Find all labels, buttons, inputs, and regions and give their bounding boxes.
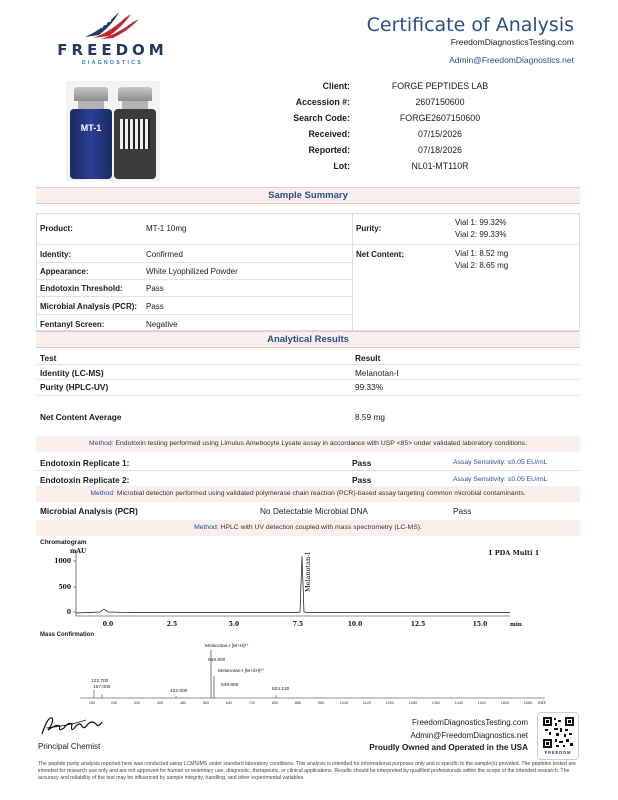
search-code-row xyxy=(0,113,618,127)
fentanyl-label: Fentanyl Screen: xyxy=(40,320,105,329)
search-code-label: Search Code: xyxy=(293,113,350,123)
microbial-pcr-value: No Detectable Microbial DNA xyxy=(260,506,368,516)
x-tick: 2.5 xyxy=(166,621,178,628)
ion2-label: Melanotan-I [M+2H]²⁺ xyxy=(218,669,265,674)
header-website-link[interactable]: FreedomDiagnosticsTesting.com xyxy=(450,37,574,47)
endotoxin-rep1-sensitivity: Assay Sensitivity: ≤0.05 EU/mL xyxy=(453,459,548,466)
client-value: FORGE PEPTIDES LAB xyxy=(391,81,489,91)
purity-label: Purity: xyxy=(356,224,382,233)
microbial-pcr-result: Pass xyxy=(453,506,472,516)
x-tick: 0.0 xyxy=(102,621,114,628)
mass-x-tick: 560 xyxy=(202,701,210,705)
method-hplc-text: HPLC with UV detection coupled with mass spectrometry (LC-MS). xyxy=(218,524,422,531)
accession-value: 2607150600 xyxy=(415,97,465,107)
purity-vial-2: Vial 2: 99.33% xyxy=(455,230,507,239)
reported-row xyxy=(0,145,618,159)
x-tick: 10.0 xyxy=(347,621,363,628)
freedom-logo xyxy=(55,8,170,68)
peak-mz-c: 422.000 xyxy=(170,689,188,694)
lot-row xyxy=(0,161,618,175)
qr-brand: FREEDOM xyxy=(544,750,572,755)
identity-lcms-label: Identity (LC-MS) xyxy=(40,368,104,378)
method-endotoxin xyxy=(36,436,580,452)
mass-x-tick: 480 xyxy=(179,701,187,705)
footer-tagline: Proudly Owned and Operated in the USA xyxy=(369,743,528,752)
purity-hplc-label: Purity (HPLC-UV) xyxy=(40,382,109,392)
ion1-label: Melanotan-I [M+H]¹⁺ xyxy=(205,644,249,649)
endotoxin-rep2-sensitivity: Assay Sensitivity: ≤0.05 EU/mL xyxy=(453,476,548,483)
summary-divider xyxy=(352,213,353,331)
mass-x-tick: 800 xyxy=(271,701,279,705)
mass-x-tick: 400 xyxy=(156,701,164,705)
certificate-title: Certificate of Analysis xyxy=(366,14,574,36)
footer-website-link[interactable]: FreedomDiagnosticsTesting.com xyxy=(411,718,528,727)
endotoxin-rep1-value: Pass xyxy=(352,458,372,468)
mass-x-tick: 640 xyxy=(225,701,233,705)
method-hplc xyxy=(36,520,580,536)
signer-title: Principal Chemist xyxy=(38,742,101,751)
mass-x-tick: 160 xyxy=(88,701,96,705)
fentanyl-value: Negative xyxy=(146,320,178,329)
endotoxin-rep1-label: Endotoxin Replicate 1: xyxy=(40,458,130,468)
net-content-average-label: Net Content Average xyxy=(40,412,122,422)
identity-label: Identity: xyxy=(40,250,72,259)
endotoxin-threshold-label: Endotoxin Threshold: xyxy=(40,284,123,293)
appearance-label: Appearance: xyxy=(40,267,89,276)
mass-x-tick: 1280 xyxy=(408,701,418,705)
endotoxin-threshold-value: Pass xyxy=(146,284,164,293)
analytical-results-heading: Analytical Results xyxy=(36,331,580,348)
net-content-label: Net Content: xyxy=(356,250,404,259)
peak-mz-b: 167.000 xyxy=(93,685,111,690)
footer-email-link[interactable]: Admin@FreedomDiagnostics.net xyxy=(410,731,528,740)
mass-x-tick: 1680 xyxy=(523,701,533,705)
y-tick: 1000 xyxy=(54,558,71,565)
purity-hplc-value: 99.33% xyxy=(355,382,384,392)
y-tick: 500 xyxy=(58,584,71,591)
identity-value: Confirmed xyxy=(146,250,183,259)
product-value: MT-1 10mg xyxy=(146,224,187,233)
microbial-label: Microbial Analysis (PCR): xyxy=(40,302,138,311)
received-value: 07/15/2026 xyxy=(417,129,463,139)
reported-label: Reported: xyxy=(308,145,350,155)
accession-label: Accession #: xyxy=(295,97,350,107)
ion1-mz: 549.800 xyxy=(208,658,226,663)
ion2-mz: 549.800 xyxy=(221,683,239,688)
x-tick: 15.0 xyxy=(472,621,488,628)
detector-label: 1 PDA Multi 1 xyxy=(488,549,540,557)
microbial-pcr-label: Microbial Analysis (PCR) xyxy=(40,506,138,516)
peak-mz-d: 824.130 xyxy=(272,687,290,692)
disclaimer-text: The peptide purity analysis reported here was conducted using LCMS/MS under standard laboratory conditions. This analysis is intended for informational purposes only and is specific to the sample(s) provided. The peptides tested are intended for research use only and are not approved for human or veterinary use, diagnostic, therapeutic, or clinical applications. Results should be interpreted by qualified professionals within the scope of the intended research. The accuracy and reliability of the test may be influenced by sample integrity, handling, and other experimental variables. xyxy=(38,761,576,781)
logo-subtitle: DIAGNOSTICS xyxy=(81,60,144,66)
reported-value: 07/18/2026 xyxy=(417,145,463,155)
chromatogram-trace xyxy=(76,556,510,613)
logo-wordmark: FREEDOM xyxy=(57,41,168,59)
lot-label: Lot: xyxy=(333,161,350,171)
microbial-value: Pass xyxy=(146,302,164,311)
accession-row xyxy=(0,97,618,111)
vial-label: MT-1 xyxy=(80,123,102,133)
endotoxin-rep2-value: Pass xyxy=(352,475,372,485)
mass-x-tick: 1040 xyxy=(339,701,349,705)
x-tick: 7.5 xyxy=(292,621,304,628)
received-row xyxy=(0,129,618,143)
x-tick: 12.5 xyxy=(410,621,426,628)
method-microbial xyxy=(36,486,580,502)
signature-image xyxy=(38,712,108,740)
method-microbial-text: Microbial detection performed using validated polymerase chain reaction (PCR)-based assay targeting common microbial contaminants. xyxy=(114,490,526,497)
mass-x-tick: 960 xyxy=(317,701,325,705)
endotoxin-rep2-label: Endotoxin Replicate 2: xyxy=(40,475,130,485)
mass-x-tick: 1600 xyxy=(500,701,510,705)
appearance-value: White Lyophilized Powder xyxy=(146,267,238,276)
peak-label: Melanotan-I xyxy=(304,552,312,592)
net-content-average-value: 8.59 mg xyxy=(355,412,385,422)
peak-mz-a: 122.700 xyxy=(91,679,109,684)
net-content-vial-1: Vial 1: 8.52 mg xyxy=(455,249,509,258)
x-tick: 5.0 xyxy=(228,621,240,628)
method-word: Method: xyxy=(89,440,114,447)
col-test-header: Test xyxy=(40,353,57,363)
method-word: Method: xyxy=(90,490,115,497)
mass-x-unit: m/z xyxy=(538,701,546,706)
mass-x-tick: 1440 xyxy=(454,701,464,705)
identity-lcms-value: Melanotan-I xyxy=(355,368,399,378)
purity-vial-1: Vial 1: 99.32% xyxy=(455,218,507,227)
mass-x-tick: 1520 xyxy=(477,701,487,705)
mass-x-tick: 720 xyxy=(248,701,256,705)
col-result-header: Result xyxy=(355,353,381,363)
method-word: Method: xyxy=(194,524,219,531)
method-endotoxin-text: Endotoxin testing performed using Limulus Amebocyte Lysate assay in accordance with USP <85> under validated laboratory conditions. xyxy=(113,440,527,447)
chromatogram-title: Chromatogram xyxy=(40,539,87,546)
mass-x-tick: 1120 xyxy=(362,701,372,705)
lot-value: NL01-MT110R xyxy=(411,161,469,171)
net-content-vial-2: Vial 2: 8.65 mg xyxy=(455,261,509,270)
mass-confirmation-title: Mass Confirmation xyxy=(40,632,95,638)
mass-x-tick: 880 xyxy=(294,701,302,705)
x-unit-label: min xyxy=(510,622,522,628)
client-row xyxy=(0,81,618,95)
mass-x-tick: 320 xyxy=(133,701,141,705)
chromatogram-plot xyxy=(40,546,580,630)
sample-summary-heading: Sample Summary xyxy=(36,187,580,204)
product-label: Product: xyxy=(40,224,73,233)
mass-x-tick: 240 xyxy=(110,701,118,705)
received-label: Received: xyxy=(308,129,350,139)
qr-code[interactable] xyxy=(537,712,579,760)
mass-x-tick: 1200 xyxy=(385,701,395,705)
y-unit-label: mAU xyxy=(70,548,87,555)
flag-swoosh-icon xyxy=(55,8,170,42)
qr-code-icon xyxy=(543,717,574,748)
client-label: Client: xyxy=(322,81,350,91)
y-tick: 0 xyxy=(66,609,71,616)
mass-x-tick: 1360 xyxy=(431,701,441,705)
mass-spectrum-plot xyxy=(40,640,580,712)
search-code-value: FORGE2607150600 xyxy=(399,113,481,123)
header-email-link[interactable]: Admin@FreedomDiagnostics.net xyxy=(449,55,574,65)
